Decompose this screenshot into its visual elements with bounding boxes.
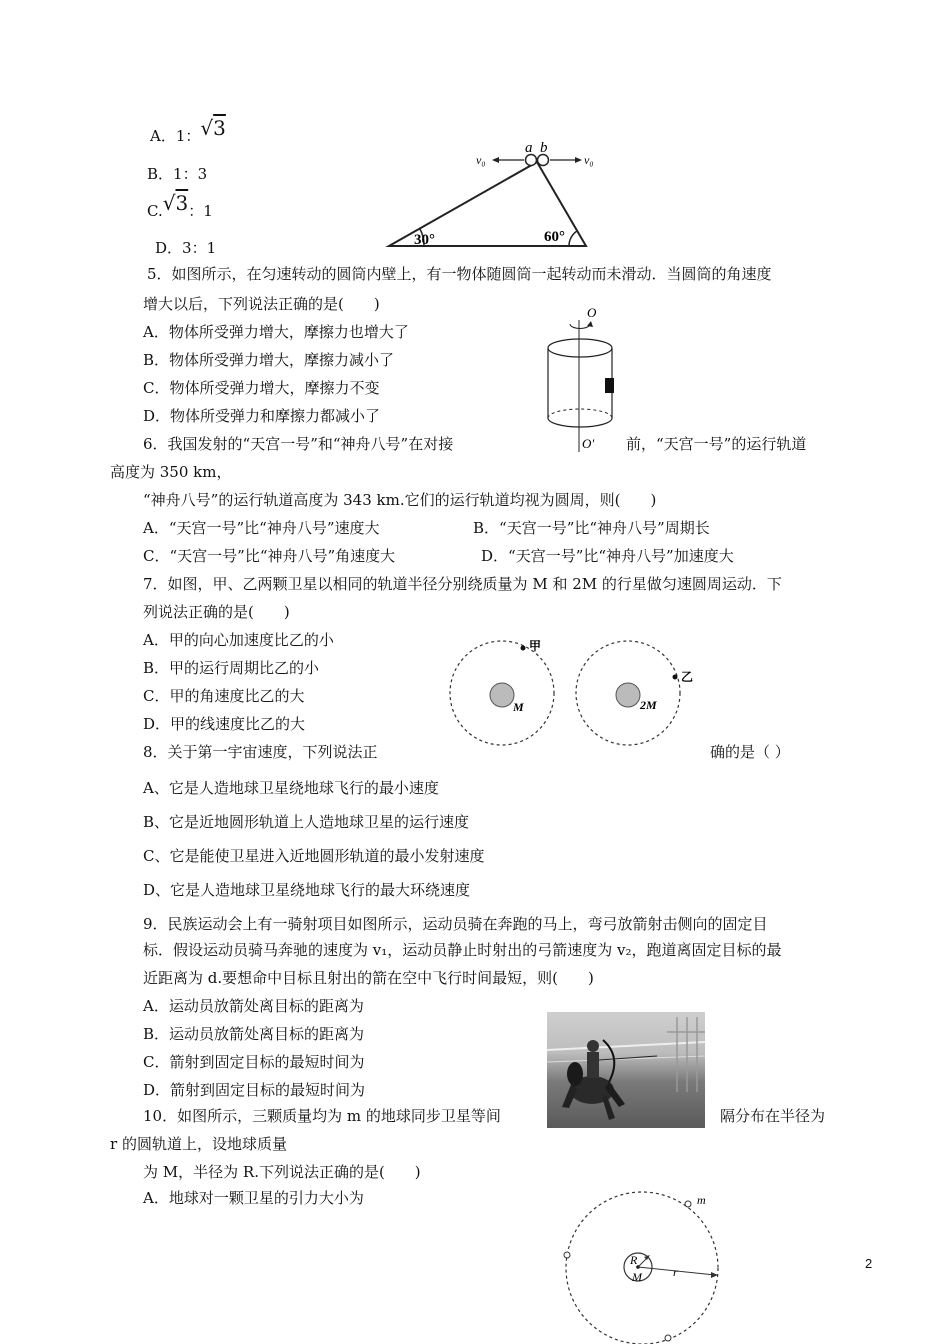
q7-option-a: A．甲的向心加速度比乙的小 [143,631,334,649]
q8-option-c: C、它是能使卫星进入近地圆形轨道的最小发射速度 [143,847,485,865]
q6-option-c: C．“天宫一号”比“神舟八号”角速度大 [143,547,396,565]
q5-option-d: D．物体所受弹力和摩擦力都减小了 [143,407,381,425]
q10-stem-line1-cont: 隔分布在半径为 [720,1107,826,1125]
q7-satellite-jia-label: 甲 [529,639,542,653]
q4-a-label: a [525,140,533,156]
q4-v0-left-label: v₀ [476,153,486,167]
q10-orbit-figure [560,1186,735,1344]
q4-v0-right-label: v₀ [584,153,594,167]
q7-orbits-figure [445,635,705,750]
q9-horse-archer-photo [547,1012,705,1128]
q6-stem-line1-cont: 前，“天宫一号”的运行轨道 [626,435,807,453]
q7-stem-line2: 列说法正确的是( ) [143,603,290,621]
q7-option-c: C．甲的角速度比乙的大 [143,687,305,705]
q10-option-a: A．地球对一颗卫星的引力大小为 [143,1189,364,1207]
q6-stem-line1: 6．我国发射的“天宫一号”和“神舟八号”在对接 [143,435,454,453]
q6-option-a: A．“天宫一号”比“神舟八号”速度大 [143,519,380,537]
q7-option-b: B．甲的运行周期比乙的小 [143,659,320,677]
q4-option-d: D．3：1 [155,239,217,257]
q9-option-b: B．运动员放箭处离目标的距离为 [143,1025,365,1043]
q7-satellite-yi-label: 乙 [681,670,694,684]
q10-stem-line3: 为 M，半径为 R.下列说法正确的是( ) [143,1163,421,1181]
q5-cylinder-figure [540,302,630,460]
q10-r-earth-label: R [630,1253,638,1267]
q4-angle-60-label: 60° [544,229,565,245]
page-number: 2 [865,1256,873,1271]
q5-axis-top-label: O [587,305,597,320]
q7-planet-m-label: M [513,700,524,714]
q10-satellite-2 [564,1252,570,1258]
q5-block [605,378,614,393]
q4-option-b: B．1：3 [147,165,208,183]
q5-stem-line1: 5．如图所示，在匀速转动的圆筒内壁上，有一物体随圆筒一起转动而未滑动．当圆筒的角速度 [147,265,772,283]
q4-option-c: C.√3：1 [147,191,213,220]
q10-satellite-m-label: m [697,1193,706,1207]
q9-option-a: A．运动员放箭处离目标的距离为 [143,997,364,1015]
q9-option-d: D．箭射到固定目标的最短时间为 [143,1081,366,1099]
q4-b-label: b [540,140,548,156]
q10-stem-line2: r 的圆轨道上，设地球质量 [110,1135,287,1153]
q4-angle-30-label: 30° [414,232,435,248]
q7-satellite-jia [521,646,526,651]
q9-stem-line1: 9．民族运动会上有一骑射项目如图所示，运动员骑在奔跑的马上，弯弓放箭射击侧向的固定目 [143,915,768,933]
q10-satellite-3 [665,1335,671,1341]
q5-option-c: C．物体所受弹力增大，摩擦力不变 [143,379,380,397]
q5-axis-bottom-label: O′ [582,436,595,451]
q9-stem-line3: 近距离为 d.要想命中目标且射出的箭在空中飞行时间最短，则( ) [143,969,594,987]
q7-satellite-yi [673,675,678,680]
q6-option-b: B．“天宫一号”比“神舟八号”周期长 [473,519,710,537]
q9-stem-line2: 标．假设运动员骑马奔驰的速度为 v₁，运动员静止时射出的弓箭速度为 v₂，跑道离固定目标的最 [143,941,782,959]
q6-stem-line3: “神舟八号”的运行轨道高度为 343 km.它们的运行轨道均视为圆周，则( ) [143,491,657,509]
q7-option-d: D．甲的线速度比乙的大 [143,715,306,733]
q4-incline-figure [384,138,604,250]
q8-option-d: D、它是人造地球卫星绕地球飞行的最大环绕速度 [143,881,471,899]
q6-option-d: D．“天宫一号”比“神舟八号”加速度大 [481,547,734,565]
q8-option-b: B、它是近地圆形轨道上人造地球卫星的运行速度 [143,813,470,831]
q5-option-b: B．物体所受弹力增大，摩擦力减小了 [143,351,395,369]
q6-stem-line2: 高度为 350 km， [110,463,232,481]
q9-option-c: C．箭射到固定目标的最短时间为 [143,1053,365,1071]
q5-option-a: A．物体所受弹力增大，摩擦力也增大了 [143,323,409,341]
q5-stem-line2: 增大以后，下列说法正确的是( ) [143,295,380,313]
q8-stem-line1: 8．关于第一宇宙速度，下列说法正 [143,743,378,761]
q8-stem-line1-cont: 确的是（ ） [710,743,790,761]
q4-option-a: A．1：√3 [150,116,226,145]
q8-option-a: A、它是人造地球卫星绕地球飞行的最小速度 [143,779,439,797]
q10-satellite-1 [685,1201,691,1207]
q10-m-earth-label: M [632,1270,642,1284]
q10-orbit-r-label: r [673,1265,678,1279]
q10-stem-line1: 10．如图所示，三颗质量均为 m 的地球同步卫星等间 [143,1107,501,1125]
q7-stem-line1: 7．如图，甲、乙两颗卫星以相同的轨道半径分别绕质量为 M 和 2M 的行星做匀速圆周运动．下 [143,575,782,593]
q7-planet-2m-label: 2M [640,698,657,712]
